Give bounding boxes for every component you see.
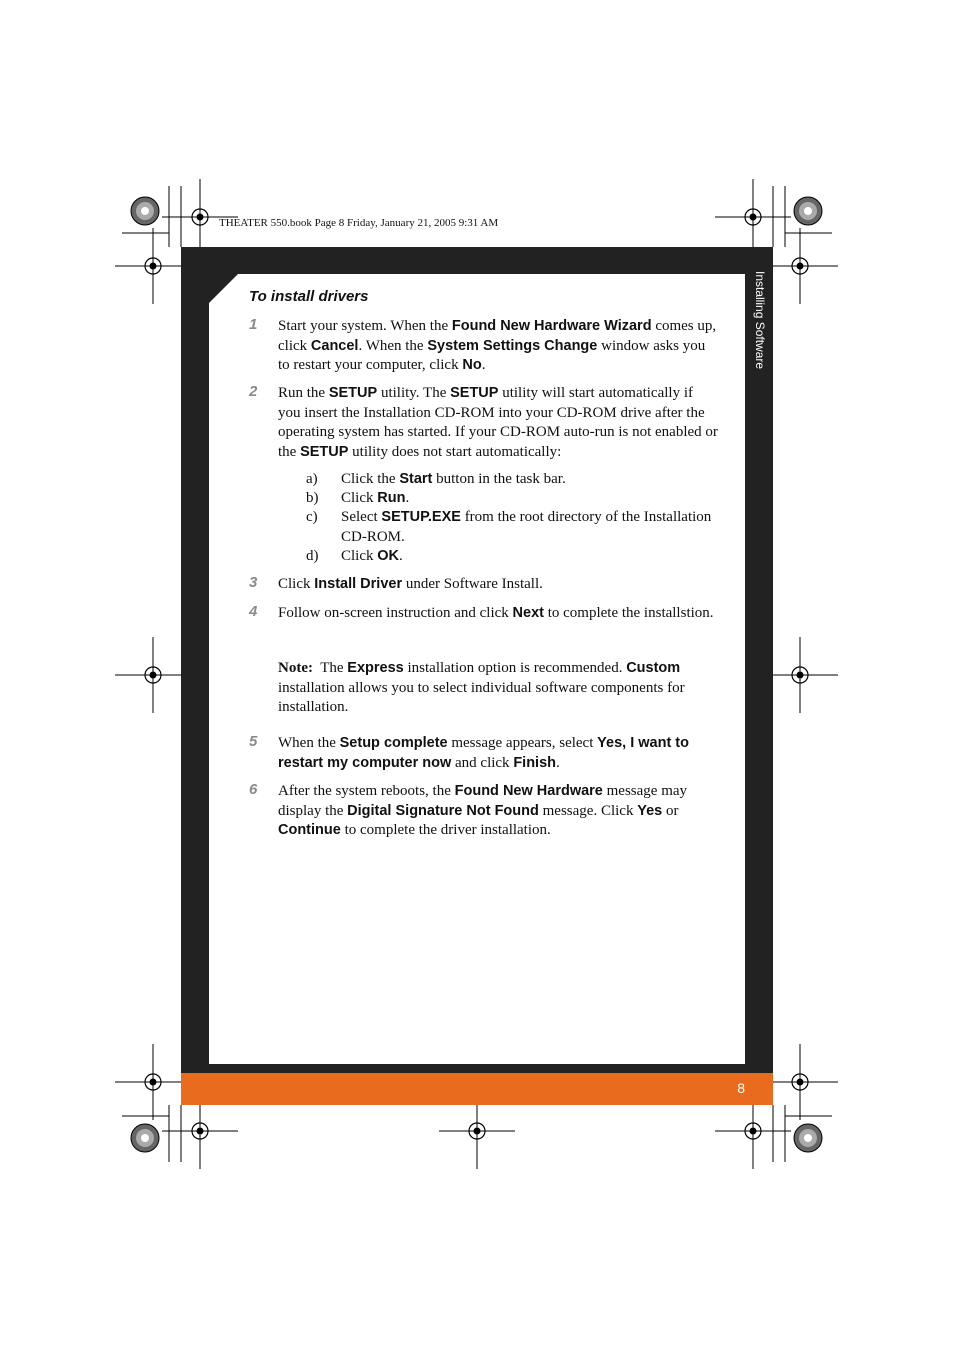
corner-cut bbox=[209, 274, 238, 303]
crosshair-mark-left-middle bbox=[115, 637, 191, 713]
step-number: 1 bbox=[249, 316, 258, 333]
side-tab-label: Installing Software bbox=[753, 271, 767, 370]
substep-label: b) bbox=[306, 490, 319, 506]
step-text: Follow on-screen instruction and click Next to complete the installstion. bbox=[278, 605, 714, 621]
crosshair-mark-left-upper bbox=[115, 228, 191, 304]
step-number: 5 bbox=[249, 733, 258, 750]
note: Note: The Express installation option is recommended. Custom installation allows you to select individual software components for installation. bbox=[278, 660, 685, 715]
section-title: To install drivers bbox=[249, 288, 369, 305]
color-wheel-top-right bbox=[794, 197, 822, 225]
step-text: After the system reboots, the Found New Hardware message may display the Digital Signature Not Found message. Click Yes or Continue to complete the driver installation. bbox=[278, 783, 688, 838]
crosshair-mark-right-middle bbox=[762, 637, 838, 713]
step-text: When the Setup complete message appears, select Yes, I want to restart my computer now and click Finish. bbox=[278, 735, 689, 771]
crosshair-mark-top-right bbox=[715, 179, 791, 255]
crosshair-mark-left-lower bbox=[115, 1044, 191, 1120]
substep-label: a) bbox=[306, 471, 318, 487]
print-header: THEATER 550.book Page 8 Friday, January 21, 2005 9:31 AM bbox=[219, 217, 499, 229]
footer-bar bbox=[181, 1073, 773, 1105]
step-number: 3 bbox=[249, 574, 258, 591]
step-number: 4 bbox=[249, 603, 258, 620]
step-number: 2 bbox=[249, 383, 258, 400]
substep-text: Click OK. bbox=[341, 548, 403, 564]
note-label: Note: bbox=[278, 660, 313, 676]
substep-label: d) bbox=[306, 548, 319, 564]
page-number: 8 bbox=[737, 1080, 745, 1096]
substep bbox=[306, 489, 718, 509]
step-number: 6 bbox=[249, 781, 258, 798]
step-text: Start your system. When the Found New Hardware Wizard comes up, click Cancel. When the System Settings Change window asks you to restart your computer, click No. bbox=[278, 318, 717, 373]
step-text: Click Install Driver under Software Install. bbox=[278, 576, 543, 592]
color-wheel-bottom-left bbox=[131, 1124, 159, 1152]
step-text: Run the SETUP utility. The SETUP utility will start automatically if you insert the Installation CD-ROM into your CD-ROM drive after the operating system has started. If your CD-ROM auto-run is not enabled or the SETUP utility does not start automatically: bbox=[278, 385, 718, 460]
substep bbox=[306, 547, 718, 567]
color-wheel-top-left bbox=[131, 197, 159, 225]
color-wheel-bottom-right bbox=[794, 1124, 822, 1152]
substep-text: Click Run. bbox=[341, 490, 410, 506]
substep-label: c) bbox=[306, 509, 318, 525]
substep bbox=[306, 508, 718, 547]
substep-text: Select SETUP.EXE from the root directory of the Installation CD-ROM. bbox=[341, 509, 712, 545]
substep-text: Click the Start button in the task bar. bbox=[341, 471, 566, 487]
substep bbox=[306, 470, 718, 490]
